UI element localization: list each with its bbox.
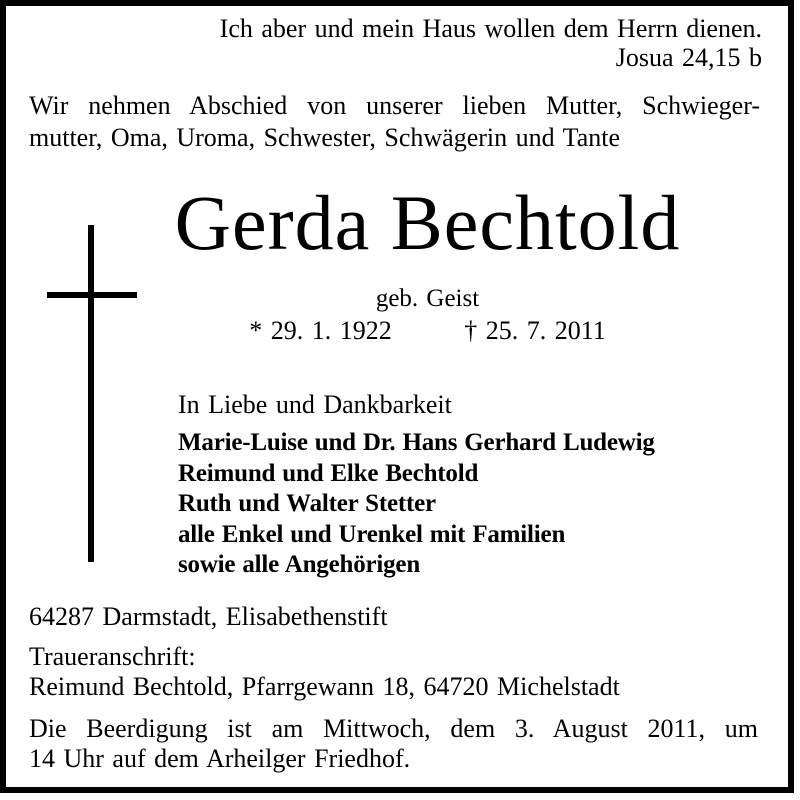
intro-line-2: mutter, Oma, Uroma, Schwester, Schwägerin und Tante [29, 123, 621, 152]
deceased-header [60, 179, 795, 346]
scripture-quote-block [220, 14, 762, 72]
intro-paragraph [29, 90, 760, 154]
location-line: 64287 Darmstadt, Elisabethenstift [29, 602, 388, 631]
scripture-source: Josua 24,15 b [615, 43, 762, 72]
tribute-lead: In Liebe und Dankbarkeit [178, 390, 452, 419]
condolence-address: Reimund Bechtold, Pfarrgewann 18, 64720 Michelstadt [29, 672, 620, 701]
mourner-line: Ruth und Walter Stetter [178, 490, 436, 517]
funeral-line-1: Die Beerdigung ist am Mittwoch, dem 3. August 2011, um [29, 714, 758, 743]
mourner-line: Reimund und Elke Bechtold [178, 459, 479, 487]
funeral-info [29, 714, 758, 774]
condolence-label: Traueranschrift: [29, 642, 196, 671]
birth-date: * 29. 1. 1922 [249, 316, 392, 345]
mourners-list [178, 428, 655, 581]
death-date: † 25. 7. 2011 [464, 316, 606, 345]
funeral-line-2: 14 Uhr auf dem Arheilger Friedhof. [29, 744, 411, 773]
condolence-block [29, 642, 620, 702]
mourner-line: Marie-Luise und Dr. Hans Gerhard Ludewig [178, 429, 655, 456]
deceased-name: Gerda Bechtold [174, 179, 681, 266]
mourner-line: alle Enkel und Urenkel mit Familien [178, 520, 566, 548]
intro-line-1: Wir nehmen Abschied von unserer lieben Mutter, Schwieger- [29, 91, 760, 120]
scripture-quote: Ich aber und mein Haus wollen dem Herrn dienen. [219, 14, 762, 43]
life-dates [60, 316, 795, 346]
maiden-name: geb. Geist [375, 285, 480, 312]
mourner-line: sowie alle Angehörigen [178, 551, 421, 578]
